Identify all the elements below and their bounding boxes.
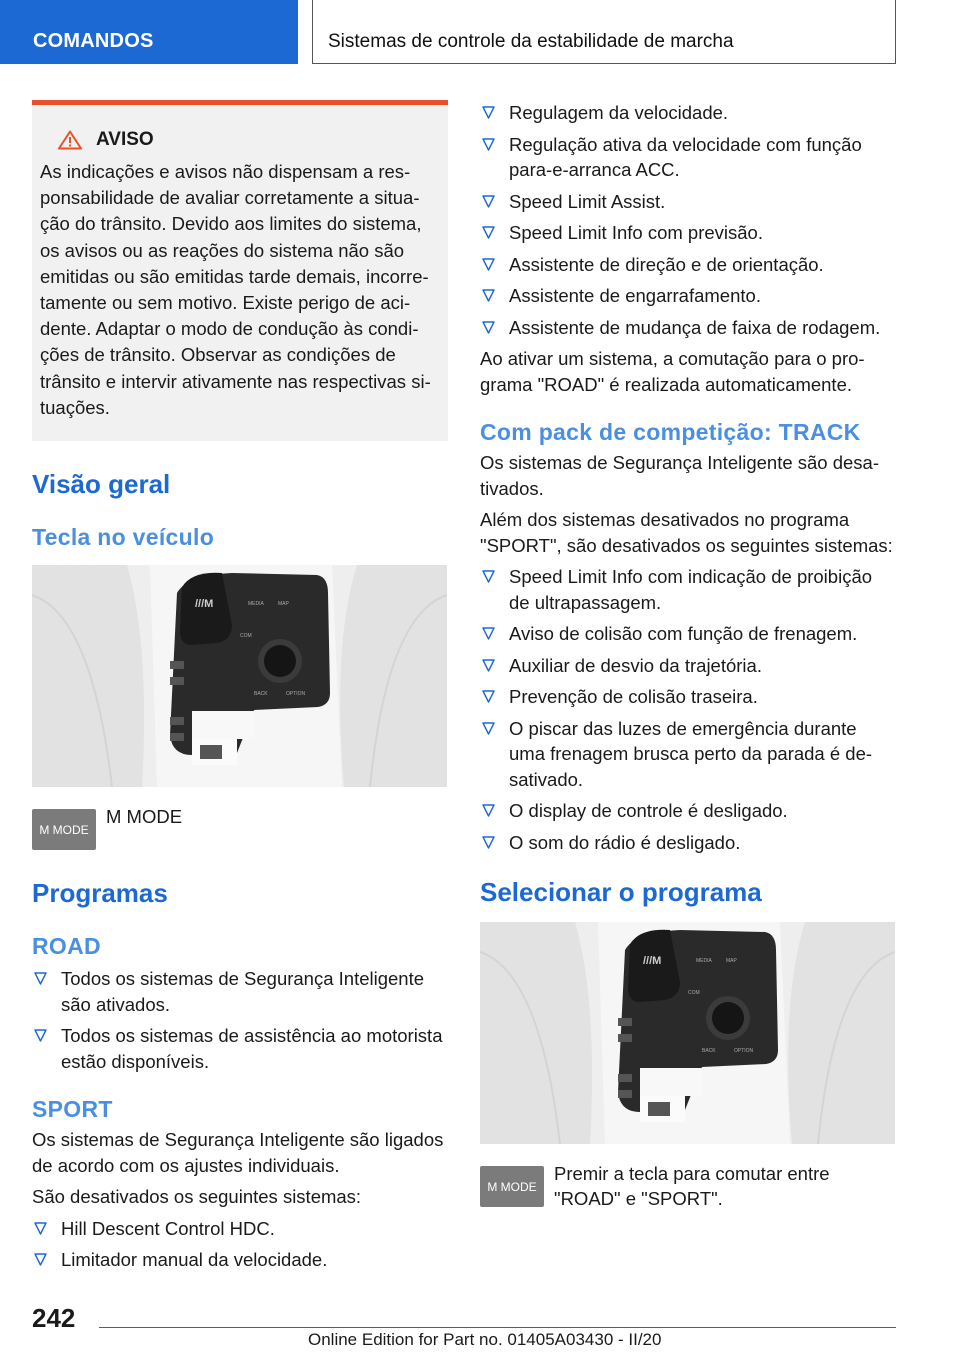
sport-intro-2: São desativados os seguintes sistemas: [32,1186,362,1208]
m-mode-button-row-2 [480,1163,896,1211]
list-item: Prevenção de colisão traseira. [480,684,896,710]
bullet-triangle-icon [482,690,495,703]
select-program-heading: Selecionar o programa [480,877,762,907]
road-list [32,966,448,1074]
track-intro: Os sistemas de Segurança Inteligente são desativados. [480,452,880,499]
list-item: Limitador manual da velocidade. [32,1247,448,1273]
bullet-triangle-icon [482,289,495,302]
left-column [32,100,448,1279]
m-mode-button-row [32,806,448,850]
sport-outro: Ao ativar um sistema, a comutação para o programa "ROAD" é realizada automaticamente. [480,348,865,395]
bullet-triangle-icon [482,804,495,817]
bullet-triangle-icon [482,722,495,735]
warning-text: As indicações e avisos não dispensam a responsabilidade de avaliar corretamente a situação do trânsito. Devido aos limites do sistema, os avisos ou as reações do sistema não são emitidas ou são emitidas tarde demais, incorretamente ou sem motivo. Existe perigo de acidente. Adaptar o modo de condução às condições de trânsito. Observar as condições de trânsito e intervir ativamente nas respectivas situações. [40,161,431,418]
section-tab [0,0,298,64]
page-number: 242 [32,1303,76,1333]
warning-header [58,129,440,151]
list-item: Speed Limit Info com indicação de proibição de ultrapassagem. [480,564,896,615]
m-mode-button-icon: M MODE [32,809,96,850]
sport-list-right [480,100,896,340]
bullet-triangle-icon [482,627,495,640]
warning-box [32,100,448,441]
overview-subheading: Tecla no veículo [32,524,215,551]
bullet-triangle-icon [34,1222,47,1235]
footer-edition: Online Edition for Part no. 01405A03430 - II/20 [308,1330,662,1349]
track-list [480,564,896,855]
sport-intro: Os sistemas de Segurança Inteligente são ligados de acordo com os ajustes individuais. [32,1129,444,1176]
bullet-triangle-icon [482,258,495,271]
list-item: Speed Limit Info com previsão. [480,220,896,246]
track-heading: Com pack de competição: TRACK [480,419,861,445]
bullet-triangle-icon [482,321,495,334]
road-heading: ROAD [32,933,101,960]
bullet-triangle-icon [482,836,495,849]
bullet-triangle-icon [482,195,495,208]
list-item: Regulagem da velocidade. [480,100,896,126]
list-item: Todos os sistemas de Segurança Inteligente são ativados. [32,966,448,1017]
list-item: Todos os sistemas de assistência ao motorista estão disponíveis. [32,1023,448,1074]
warning-triangle-icon [58,130,82,150]
section-label: COMANDOS [33,30,154,52]
page-header-title: Sistemas de controle da estabilidade de marcha [328,31,734,52]
bullet-triangle-icon [482,226,495,239]
bullet-triangle-icon [34,1253,47,1266]
m-mode-label: M MODE [106,806,183,828]
m-mode-button-icon: M MODE [480,1166,544,1207]
list-item: O display de controle é desligado. [480,798,896,824]
center-console-photo-2 [480,922,895,1144]
list-item: Assistente de direção e de orientação. [480,252,896,278]
sport-list-left [32,1216,448,1273]
page-header [312,0,896,64]
list-item: Speed Limit Assist. [480,189,896,215]
select-program-text: Premir a tecla para comutar entre "ROAD" e "SPORT". [554,1163,830,1209]
list-item: Regulação ativa da velocidade com função para-e-arranca ACC. [480,132,896,183]
list-item: Auxiliar de desvio da trajetória. [480,653,896,679]
bullet-triangle-icon [34,1029,47,1042]
sport-heading: SPORT [32,1096,113,1123]
footer-rule [99,1327,896,1328]
bullet-triangle-icon [482,138,495,151]
warning-title: AVISO [96,129,154,150]
bullet-triangle-icon [482,570,495,583]
list-item: Assistente de engarrafamento. [480,283,896,309]
list-item: Aviso de colisão com função de frenagem. [480,621,896,647]
bullet-triangle-icon [482,106,495,119]
right-column [480,100,896,1211]
track-intro-2: Além dos sistemas desativados no programa "SPORT", são desativados os seguintes sistemas: [480,509,893,556]
bullet-triangle-icon [34,972,47,985]
bullet-triangle-icon [482,659,495,672]
list-item: Hill Descent Control HDC. [32,1216,448,1242]
list-item: O piscar das luzes de emergência durante uma frenagem brusca perto da parada é desativado. [480,716,896,793]
programs-heading: Programas [32,878,168,909]
list-item: Assistente de mudança de faixa de rodagem. [480,315,896,341]
center-console-photo [32,565,447,787]
overview-heading: Visão geral [32,469,171,500]
list-item: O som do rádio é desligado. [480,830,896,856]
